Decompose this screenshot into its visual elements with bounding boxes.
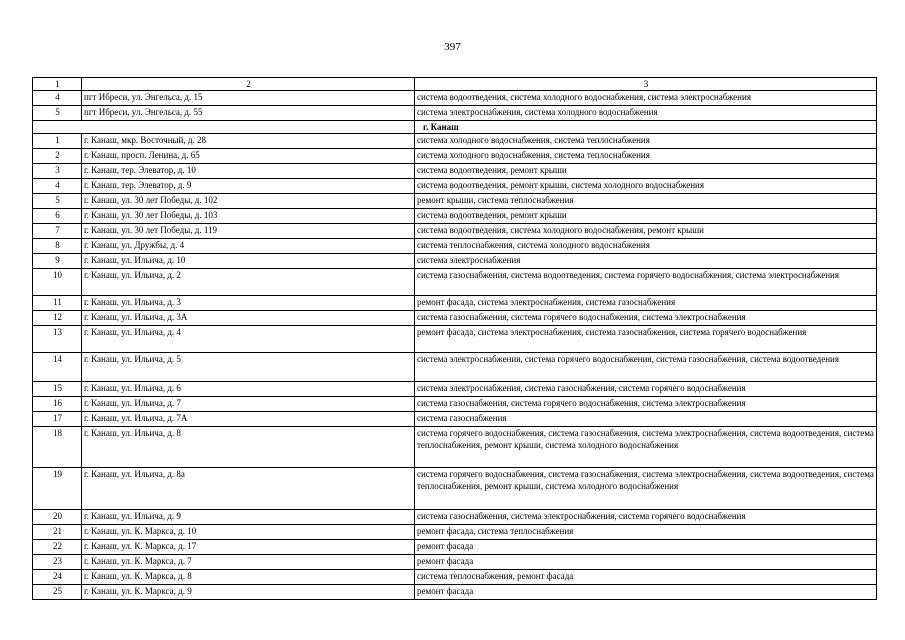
row-number-cell: 10 xyxy=(33,269,82,296)
work-cell: система горячего водоснабжения, система газоснабжения, система электроснабжения, система водоотведения, система теплоснабжения, ремонт крыши, система холодного водоснабжения xyxy=(415,468,877,510)
section-empty-cell xyxy=(33,121,415,134)
work-cell: система водоотведения, ремонт крыши xyxy=(415,209,877,224)
table-row xyxy=(33,382,877,397)
address-cell: г. Канаш, ул. Ильича, д. 2 xyxy=(82,269,415,296)
address-cell: г. Канаш, просп. Ленина, д. 65 xyxy=(82,149,415,164)
address-cell: г. Канаш, ул. Дружбы, д. 4 xyxy=(82,239,415,254)
row-number-cell: 16 xyxy=(33,397,82,412)
address-cell: г. Канаш, ул. Ильича, д. 4 xyxy=(82,326,415,353)
row-number-cell: 2 xyxy=(33,149,82,164)
table-row xyxy=(33,239,877,254)
work-cell: система электроснабжения xyxy=(415,254,877,269)
header-cell-work: 3 xyxy=(415,78,877,91)
table-row xyxy=(33,427,877,468)
table-row xyxy=(33,179,877,194)
row-number-cell: 6 xyxy=(33,209,82,224)
works-table xyxy=(32,77,877,600)
row-number-cell: 17 xyxy=(33,412,82,427)
work-cell: система газоснабжения xyxy=(415,412,877,427)
address-cell: г. Канаш, ул. 30 лет Победы, д. 102 xyxy=(82,194,415,209)
address-cell: г. Канаш, мкр. Восточный, д. 28 xyxy=(82,134,415,149)
work-cell: ремонт фасада xyxy=(415,585,877,600)
work-cell: ремонт фасада xyxy=(415,540,877,555)
work-cell: система водоотведения, система холодного водоснабжения, ремонт крыши xyxy=(415,224,877,239)
row-number-cell: 7 xyxy=(33,224,82,239)
row-number-cell: 15 xyxy=(33,382,82,397)
work-cell: система электроснабжения, система газоснабжения, система горячего водоснабжения xyxy=(415,382,877,397)
address-cell: г. Канаш, ул. Ильича, д. 7А xyxy=(82,412,415,427)
row-number-cell: 12 xyxy=(33,311,82,326)
address-cell: г. Канаш, ул. Ильича, д. 8 xyxy=(82,427,415,468)
row-number-cell: 5 xyxy=(33,194,82,209)
address-cell: г. Канаш, ул. 30 лет Победы, д. 119 xyxy=(82,224,415,239)
table-row xyxy=(33,269,877,296)
row-number-cell: 11 xyxy=(33,296,82,311)
work-cell: система газоснабжения, система горячего водоснабжения, система электроснабжения xyxy=(415,397,877,412)
address-cell: г. Канаш, ул. К. Маркса, д. 10 xyxy=(82,525,415,540)
table-row xyxy=(33,397,877,412)
address-cell: г. Канаш, тер. Элеватор, д. 9 xyxy=(82,179,415,194)
row-number-cell: 14 xyxy=(33,353,82,382)
table-row xyxy=(33,525,877,540)
table-row xyxy=(33,468,877,510)
row-number-cell: 19 xyxy=(33,468,82,510)
table-row xyxy=(33,296,877,311)
row-number-cell: 9 xyxy=(33,254,82,269)
address-cell: г. Канаш, ул. Ильича, д. 3А xyxy=(82,311,415,326)
address-cell: пгт Ибреси, ул. Энгельса, д. 55 xyxy=(82,106,415,121)
address-cell: г. Канаш, ул. Ильича, д. 8а xyxy=(82,468,415,510)
table-header-row xyxy=(33,78,877,91)
work-cell: система газоснабжения, система электроснабжения, система горячего водоснабжения xyxy=(415,510,877,525)
table-row xyxy=(33,91,877,106)
work-cell: система холодного водоснабжения, система теплоснабжения xyxy=(415,134,877,149)
row-number-cell: 4 xyxy=(33,179,82,194)
address-cell: г. Канаш, ул. Ильича, д. 5 xyxy=(82,353,415,382)
address-cell: г. Канаш, ул. 30 лет Победы, д. 103 xyxy=(82,209,415,224)
work-cell: система водоотведения, ремонт крыши, система холодного водоснабжения xyxy=(415,179,877,194)
header-cell-address: 2 xyxy=(82,78,415,91)
work-cell: система холодного водоснабжения, система теплоснабжения xyxy=(415,149,877,164)
address-cell: г. Канаш, ул. Ильича, д. 6 xyxy=(82,382,415,397)
address-cell: г. Канаш, ул. К. Маркса, д. 8 xyxy=(82,570,415,585)
table-row xyxy=(33,149,877,164)
table-row xyxy=(33,106,877,121)
address-cell: пгт Ибреси, ул. Энгельса, д. 15 xyxy=(82,91,415,106)
row-number-cell: 20 xyxy=(33,510,82,525)
work-cell: ремонт фасада, система электроснабжения, система газоснабжения xyxy=(415,296,877,311)
page-number: 397 xyxy=(444,41,461,53)
work-cell: система газоснабжения, система горячего водоснабжения, система электроснабжения xyxy=(415,311,877,326)
address-cell: г. Канаш, ул. К. Маркса, д. 7 xyxy=(82,555,415,570)
table-row xyxy=(33,353,877,382)
row-number-cell: 23 xyxy=(33,555,82,570)
table-row xyxy=(33,570,877,585)
work-cell: система горячего водоснабжения, система газоснабжения, система электроснабжения, система водоотведения, система теплоснабжения, ремонт крыши, система холодного водоснабжения xyxy=(415,427,877,468)
row-number-cell: 13 xyxy=(33,326,82,353)
row-number-cell: 18 xyxy=(33,427,82,468)
address-cell: г. Канаш, ул. Ильича, д. 9 xyxy=(82,510,415,525)
work-cell: ремонт крыши, система теплоснабжения xyxy=(415,194,877,209)
table-row xyxy=(33,134,877,149)
work-cell: ремонт фасада, система теплоснабжения xyxy=(415,525,877,540)
work-cell: система теплоснабжения, система холодного водоснабжения xyxy=(415,239,877,254)
table-row xyxy=(33,194,877,209)
address-cell: г. Канаш, ул. Ильича, д. 10 xyxy=(82,254,415,269)
row-number-cell: 22 xyxy=(33,540,82,555)
work-cell: ремонт фасада xyxy=(415,555,877,570)
address-cell: г. Канаш, ул. К. Маркса, д. 9 xyxy=(82,585,415,600)
section-title: г. Канаш xyxy=(415,121,877,134)
row-number-cell: 21 xyxy=(33,525,82,540)
table-row xyxy=(33,510,877,525)
address-cell: г. Канаш, ул. Ильича, д. 3 xyxy=(82,296,415,311)
row-number-cell: 24 xyxy=(33,570,82,585)
address-cell: г. Канаш, ул. Ильича, д. 7 xyxy=(82,397,415,412)
table-row xyxy=(33,326,877,353)
table-row xyxy=(33,254,877,269)
address-cell: г. Канаш, тер. Элеватор, д. 10 xyxy=(82,164,415,179)
table-row xyxy=(33,164,877,179)
table-row xyxy=(33,224,877,239)
work-cell: система теплоснабжения, ремонт фасада xyxy=(415,570,877,585)
row-number-cell: 8 xyxy=(33,239,82,254)
row-number-cell: 3 xyxy=(33,164,82,179)
header-cell-number: 1 xyxy=(33,78,82,91)
table-row xyxy=(33,585,877,600)
table-row xyxy=(33,209,877,224)
row-number-cell: 1 xyxy=(33,134,82,149)
table-row xyxy=(33,555,877,570)
section-row xyxy=(33,121,877,134)
work-cell: система электроснабжения, система горячего водоснабжения, система газоснабжения, система водоотведения xyxy=(415,353,877,382)
address-cell: г. Канаш, ул. К. Маркса, д. 17 xyxy=(82,540,415,555)
work-cell: система газоснабжения, система водоотведения, система горячего водоснабжения, система электроснабжения xyxy=(415,269,877,296)
work-cell: система водоотведения, ремонт крыши xyxy=(415,164,877,179)
row-number-cell: 4 xyxy=(33,91,82,106)
row-number-cell: 5 xyxy=(33,106,82,121)
work-cell: система электроснабжения, система холодного водоснабжения xyxy=(415,106,877,121)
table-row xyxy=(33,412,877,427)
table-body xyxy=(33,78,877,600)
work-cell: ремонт фасада, система электроснабжения, система газоснабжения, система горячего водоснабжения xyxy=(415,326,877,353)
work-cell: система водоотведения, система холодного водоснабжения, система электроснабжения xyxy=(415,91,877,106)
table-row xyxy=(33,311,877,326)
row-number-cell: 25 xyxy=(33,585,82,600)
table-row xyxy=(33,540,877,555)
